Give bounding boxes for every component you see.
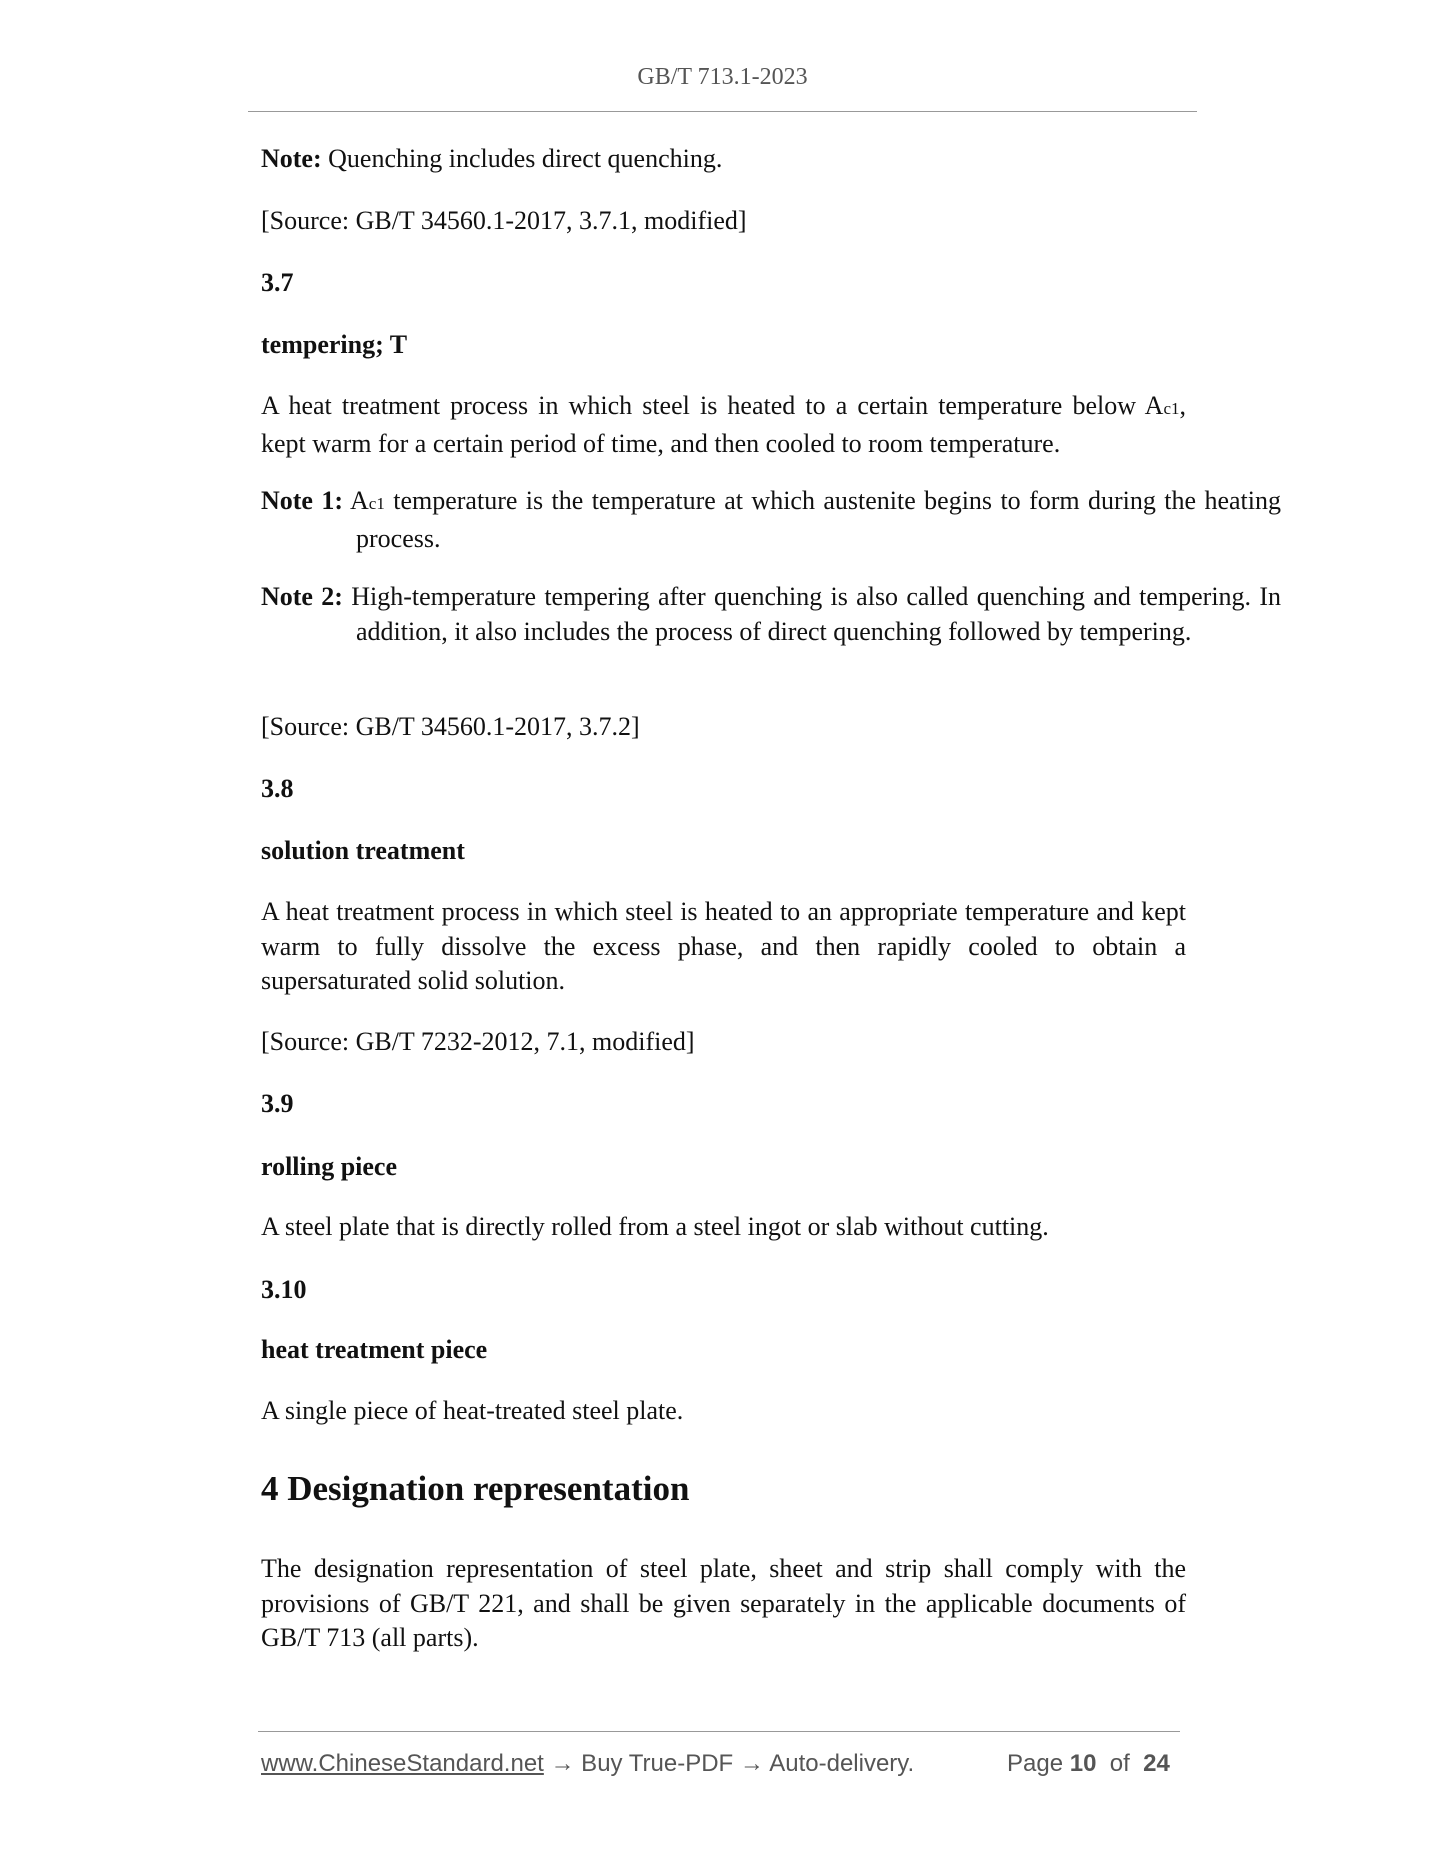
source-ref: [Source: GB/T 34560.1-2017, 3.7.1, modified] bbox=[261, 206, 747, 235]
page-number: 10 bbox=[1069, 1750, 1097, 1777]
header-rule bbox=[248, 111, 1197, 112]
website-link[interactable]: www.ChineseStandard.net bbox=[261, 1750, 544, 1777]
note-text: Quenching includes direct quenching. bbox=[321, 144, 723, 173]
promo-text: → Buy True-PDF → Auto-delivery. bbox=[543, 1750, 915, 1777]
definition: A single piece of heat-treated steel plate. bbox=[261, 1396, 684, 1425]
clause-number: 3.8 bbox=[261, 774, 294, 803]
page-total: 24 bbox=[1143, 1750, 1170, 1777]
note-quenching bbox=[261, 142, 1186, 177]
definition: A heat treatment process in which steel is heated to an appropriate temperature and kept warm to fully dissolve the excess phase, and then rapidly cooled to obtain a supersaturated solid solution. bbox=[261, 897, 1186, 996]
note-text: temperature is the temperature at which austenite begins to form during the heating process. bbox=[356, 486, 1282, 553]
section-heading: 4 Designation representation bbox=[261, 1469, 690, 1508]
term-title: heat treatment piece bbox=[261, 1335, 488, 1364]
source-ref: [Source: GB/T 7232-2012, 7.1, modified] bbox=[261, 1027, 695, 1056]
note-text: High-temperature tempering after quenching is also called quenching and tempering. In addition, it also includes the process of direct quenching followed by tempering. bbox=[342, 582, 1282, 646]
definition bbox=[261, 389, 1186, 461]
clause-number: 3.10 bbox=[261, 1275, 307, 1304]
definition-text: A heat treatment process in which steel is heated to a certain temperature below A bbox=[261, 391, 1164, 420]
subscript: c1 bbox=[368, 494, 385, 513]
source-ref: [Source: GB/T 34560.1-2017, 3.7.2] bbox=[261, 712, 640, 741]
definition: A steel plate that is directly rolled from a steel ingot or slab without cutting. bbox=[261, 1212, 1049, 1241]
definition-text: , kept warm for a certain period of time, and then cooled to room temperature. bbox=[261, 391, 1186, 458]
of-label: of bbox=[1109, 1750, 1130, 1777]
term-title: solution treatment bbox=[261, 836, 465, 865]
note-2 bbox=[261, 580, 1281, 649]
note-label: Note: bbox=[261, 144, 322, 173]
clause-number: 3.7 bbox=[261, 268, 294, 297]
section-paragraph: The designation representation of steel plate, sheet and strip shall comply with the provisions of GB/T 221, and shall be given separately in the applicable documents of GB/T 713 (all parts). bbox=[261, 1554, 1186, 1653]
page-indicator bbox=[1007, 1750, 1170, 1778]
clause-number: 3.9 bbox=[261, 1089, 294, 1118]
footer-rule bbox=[258, 1731, 1180, 1732]
page-label: Page bbox=[1007, 1750, 1064, 1777]
footer-promo bbox=[261, 1750, 914, 1778]
note-text: A bbox=[343, 486, 369, 515]
note-label: Note 2: bbox=[261, 582, 343, 611]
subscript: c1 bbox=[1163, 399, 1180, 418]
running-header: GB/T 713.1-2023 bbox=[637, 64, 808, 90]
term-title: tempering; T bbox=[261, 330, 408, 359]
term-title: rolling piece bbox=[261, 1152, 398, 1181]
note-1 bbox=[261, 484, 1281, 556]
note-label: Note 1: bbox=[261, 486, 344, 515]
